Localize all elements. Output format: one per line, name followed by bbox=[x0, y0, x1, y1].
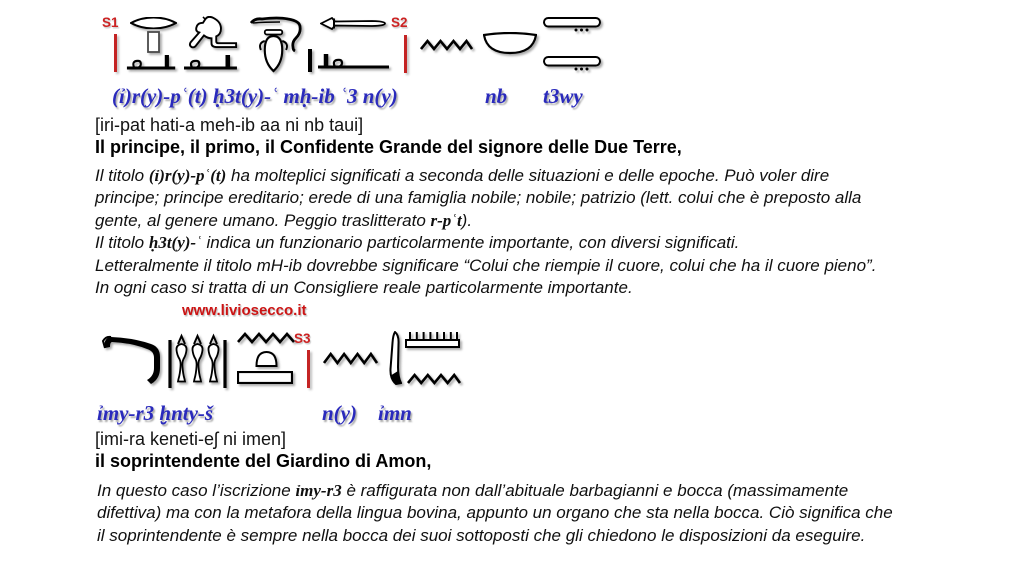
s3-marker-label: S3 bbox=[294, 331, 311, 346]
translit-imn: ỉmn bbox=[378, 401, 412, 425]
glyph-reclining-noble-icon bbox=[126, 54, 178, 72]
commentary-line bbox=[95, 210, 876, 232]
text-segment: In questo caso l’iscrizione bbox=[97, 481, 296, 500]
text-segment: indica un funzionario particolarmente importante, con diversi significati. bbox=[201, 233, 740, 253]
phonetic-reading-2: [imi-ra keneti-eʃ ni imen] bbox=[95, 429, 287, 449]
commentary-block-2 bbox=[97, 480, 893, 547]
s2-marker-label: S2 bbox=[391, 15, 408, 30]
glyph-bowl-nb-icon bbox=[483, 32, 537, 55]
translit-inline: r-pʿt bbox=[430, 210, 462, 230]
text-segment: è raffigurata non dall’abituale barbagianni e bocca (massimamente bbox=[341, 481, 849, 500]
glyph-land-ta-icon bbox=[543, 56, 602, 71]
glyph-water-n-icon bbox=[323, 351, 378, 366]
transliteration-line-1 bbox=[0, 84, 1024, 114]
text-segment: Il titolo bbox=[95, 166, 149, 185]
glyph-column-aa-icon bbox=[320, 17, 387, 30]
commentary-line: principe; principe ereditario; erede di una famiglia nobile; nobile; patrizio (lett. colui che è preposto alla bbox=[95, 188, 862, 208]
translit-inline: (ỉ)r(y)-pʿ(t) bbox=[148, 166, 227, 185]
glyph-reed-blade-icon bbox=[388, 331, 402, 385]
translit-tawy: t3wy bbox=[543, 84, 583, 108]
glyph-stool-p-icon bbox=[147, 31, 160, 53]
glyph-bread-t-icon bbox=[255, 351, 278, 367]
phonetic-reading-1: [iri-pat hati-a meh-ib aa ni nb taui] bbox=[95, 115, 364, 135]
hieroglyph-row-1 bbox=[100, 12, 680, 78]
s1-marker-line bbox=[114, 34, 117, 72]
translation-heading-2: il soprintendente del Giardino di Amon, bbox=[95, 451, 432, 471]
glyph-land-ta-icon bbox=[543, 17, 602, 32]
text-segment: ). bbox=[461, 210, 473, 230]
commentary-line: difettiva) ma con la metafora della lingua bovina, appunto un organo che sta nella bocca. Ciò significa che bbox=[97, 503, 893, 523]
text-segment: Il titolo bbox=[95, 233, 149, 253]
glyph-water-n-icon bbox=[407, 372, 461, 386]
glyph-mouth-r-icon bbox=[130, 17, 177, 29]
translit-nb: nb bbox=[485, 84, 508, 108]
commentary-line: Letteralmente il titolo mH-ib dovrebbe significare “Colui che riempie il cuore, colui che ha il cuore pieno”. bbox=[95, 255, 877, 275]
glyph-water-n-icon bbox=[420, 38, 473, 52]
translit-inline: ḥ3t(y)-ʿ bbox=[148, 233, 202, 253]
glyph-reclining-noble-icon bbox=[183, 54, 240, 72]
commentary-line: In ogni caso si tratta di un Consigliere reale particolarmente importante. bbox=[95, 278, 633, 298]
text-segment: gente, al genere umano. Peggio traslitterato bbox=[95, 210, 431, 230]
glyph-reclining-noble-icon bbox=[317, 53, 391, 71]
glyph-water-n-icon bbox=[237, 331, 295, 345]
glyph-ox-tongue-icon bbox=[102, 330, 160, 385]
s3-marker-line bbox=[307, 350, 310, 388]
glyph-jar-rack-icon bbox=[167, 332, 228, 389]
translit-inline: ỉmy-r3 bbox=[295, 481, 342, 500]
s2-marker-line bbox=[404, 35, 407, 73]
commentary-line bbox=[97, 480, 893, 502]
glyph-pool-sh-icon bbox=[237, 371, 293, 384]
translit-imyr-khentysh: ỉmy-r3 ḫnty-š bbox=[97, 401, 214, 425]
transliteration-line-2 bbox=[0, 401, 1024, 431]
translit-ny: n(y) bbox=[322, 401, 357, 425]
commentary-line bbox=[95, 232, 876, 254]
glyph-stroke-icon bbox=[308, 49, 312, 72]
website-link[interactable]: www.liviosecco.it bbox=[182, 302, 307, 319]
s1-marker-label: S1 bbox=[102, 15, 119, 30]
hieroglyph-row-2 bbox=[95, 324, 515, 394]
translation-heading-1: Il principe, il primo, il Confidente Grande del signore delle Due Terre, bbox=[95, 137, 682, 157]
commentary-line bbox=[95, 165, 876, 187]
text-segment: ha molteplici significati a seconda delle situazioni e delle epoche. Può voler dire bbox=[226, 166, 830, 185]
glyph-gameboard-mn-icon bbox=[405, 331, 461, 348]
commentary-line: il soprintendente è sempre nella bocca dei suoi sottoposti che gli chiedono le disposizioni da eseguire. bbox=[97, 525, 866, 545]
glyph-lion-forepart-icon bbox=[185, 16, 238, 49]
translit-titles: (ỉ)r(y)-pʿ(t) ḥ3t(y)-ʿ mḥ-ib ʿ3 n(y) bbox=[112, 84, 398, 108]
commentary-block-1 bbox=[95, 165, 876, 299]
glyph-heart-jar-ib-icon bbox=[257, 29, 290, 73]
